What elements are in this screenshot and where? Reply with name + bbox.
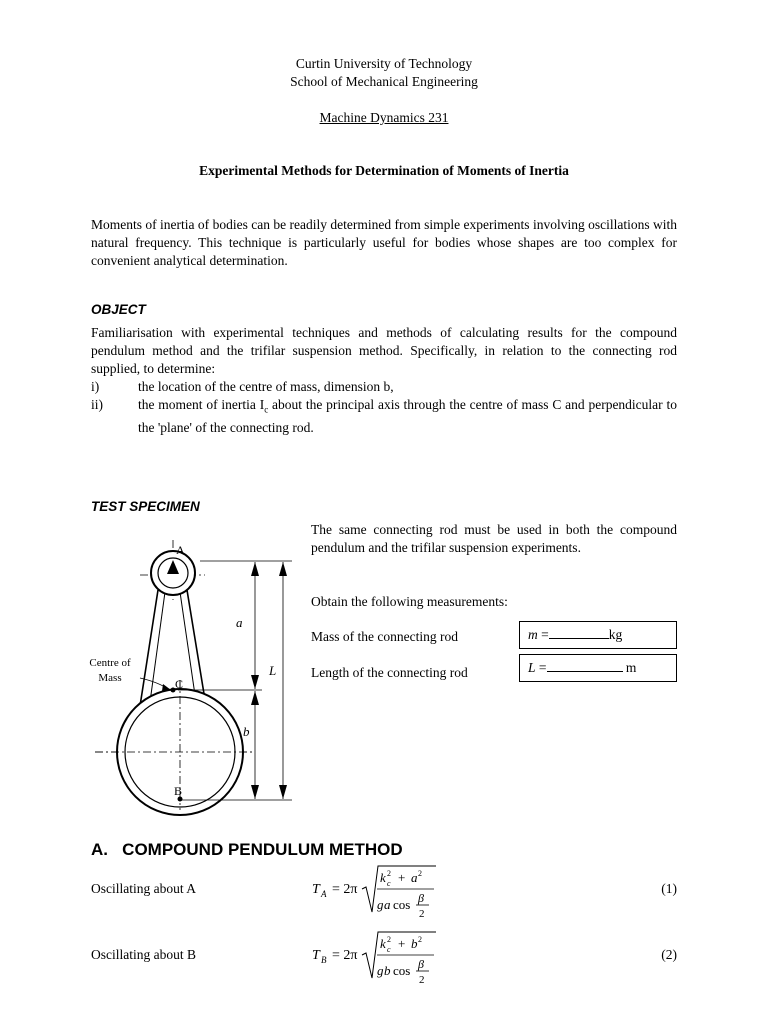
measure-intro: Obtain the following measurements: — [311, 594, 508, 609]
mass-unit: kg — [608, 627, 623, 642]
object-item-2-before: the moment of inertia I — [138, 397, 265, 412]
eq2-dist: b — [411, 936, 418, 951]
eq1-k-sub: c — [387, 879, 391, 888]
test-specimen-heading: TEST SPECIMEN — [91, 499, 200, 514]
object-paragraph: Familiarisation with experimental techniques and methods of calculating results for the compound pendulum method and the trifilar suspension method. Specifically, in relation to the connecting rod supplied, to determine: — [91, 325, 677, 376]
label-dim-b: b — [243, 724, 250, 739]
length-label: Length of the connecting rod — [311, 665, 468, 680]
eq2-dist-den: b — [384, 963, 391, 978]
dim-l-arrow-bottom — [279, 785, 287, 799]
eq1-plus: + — [398, 870, 406, 885]
eq1-cos: cos — [393, 897, 411, 912]
eq2-number: (2) — [661, 947, 677, 962]
eq1-beta: β — [418, 891, 424, 905]
mass-symbol: m — [528, 627, 538, 642]
dim-l-arrow-top — [279, 562, 287, 576]
eq1-k-sq: 2 — [387, 869, 391, 878]
university-name: Curtin University of Technology — [295, 56, 473, 71]
centre-leader-arrow — [162, 684, 171, 691]
eq1-label: Oscillating about A — [91, 881, 196, 896]
length-symbol: L — [528, 660, 536, 675]
eq1-g: g — [377, 897, 384, 912]
label-point-a: A — [176, 543, 185, 557]
eq2-beta: β — [418, 957, 424, 971]
eq2-plus: + — [398, 936, 406, 951]
eq2-g: g — [377, 963, 384, 978]
label-dim-a: a — [236, 615, 243, 630]
dim-b-arrow-top — [251, 691, 259, 705]
school-name: School of Mechanical Engineering — [290, 74, 478, 89]
eq2-k: k — [380, 936, 386, 951]
length-eq: = — [535, 660, 547, 675]
eq1-t-sub: A — [321, 889, 327, 899]
rod-right-outer — [187, 590, 206, 706]
eq1-beta-two: 2 — [419, 908, 425, 920]
eq2-two-pi: = 2π — [332, 948, 358, 963]
eq1-two-pi: = 2π — [332, 882, 358, 897]
label-point-b: B — [174, 784, 183, 798]
label-centre-of: Centre of — [89, 657, 131, 669]
object-item-2-sub: c — [264, 404, 269, 415]
eq1-dist-den: a — [384, 897, 391, 912]
eq1-t: T — [312, 882, 320, 897]
length-unit: m — [625, 660, 637, 675]
eq2-t-sub: B — [321, 955, 327, 965]
object-item-2-marker: ii) — [91, 397, 103, 412]
course-title-text: Machine Dynamics 231 — [319, 110, 449, 125]
eq2-k-sub: c — [387, 945, 391, 954]
section-a-heading: A. COMPOUND PENDULUM METHOD — [91, 840, 403, 859]
label-point-c: C — [175, 677, 184, 691]
mass-label: Mass of the connecting rod — [311, 629, 458, 644]
eq1-dist-sq: 2 — [418, 869, 422, 878]
page-title: Experimental Methods for Determination of Moments of Inertia — [199, 163, 569, 178]
eq1-number: (1) — [661, 881, 677, 896]
eq2-t: T — [312, 948, 320, 963]
eq1-dist: a — [411, 870, 418, 885]
dim-a-arrow-top — [251, 562, 259, 576]
object-item-2-after: about the principal axis through the centre of mass C and perpendicular to the 'plane' of the connecting rod. — [138, 397, 677, 435]
rod-left-outer — [140, 590, 158, 706]
label-mass: Mass — [98, 672, 122, 684]
mass-eq: = — [537, 627, 549, 642]
specimen-paragraph: The same connecting rod must be used in both the compound pendulum and the trifilar suspension experiments. — [311, 522, 677, 555]
eq2-k-sq: 2 — [387, 935, 391, 944]
object-item-1-text: the location of the centre of mass, dimension b, — [138, 379, 394, 394]
label-dim-l: L — [269, 663, 277, 678]
intro-paragraph: Moments of inertia of bodies can be readily determined from simple experiments involving oscillations with natural frequency. This technique is particularly useful for bodies whose shapes are too complex for convenient analytical determination. — [91, 217, 677, 268]
equation-2 — [312, 932, 436, 986]
object-item-1-marker: i) — [91, 379, 100, 394]
eq1-k: k — [380, 870, 386, 885]
eq2-label: Oscillating about B — [91, 947, 196, 962]
eq2-cos: cos — [393, 963, 411, 978]
dim-b-arrow-bottom — [251, 785, 259, 799]
equation-1 — [312, 866, 436, 920]
eq2-beta-two: 2 — [419, 974, 425, 986]
dim-a-arrow-bottom — [251, 675, 259, 689]
object-heading: OBJECT — [91, 302, 146, 317]
eq2-dist-sq: 2 — [418, 935, 422, 944]
